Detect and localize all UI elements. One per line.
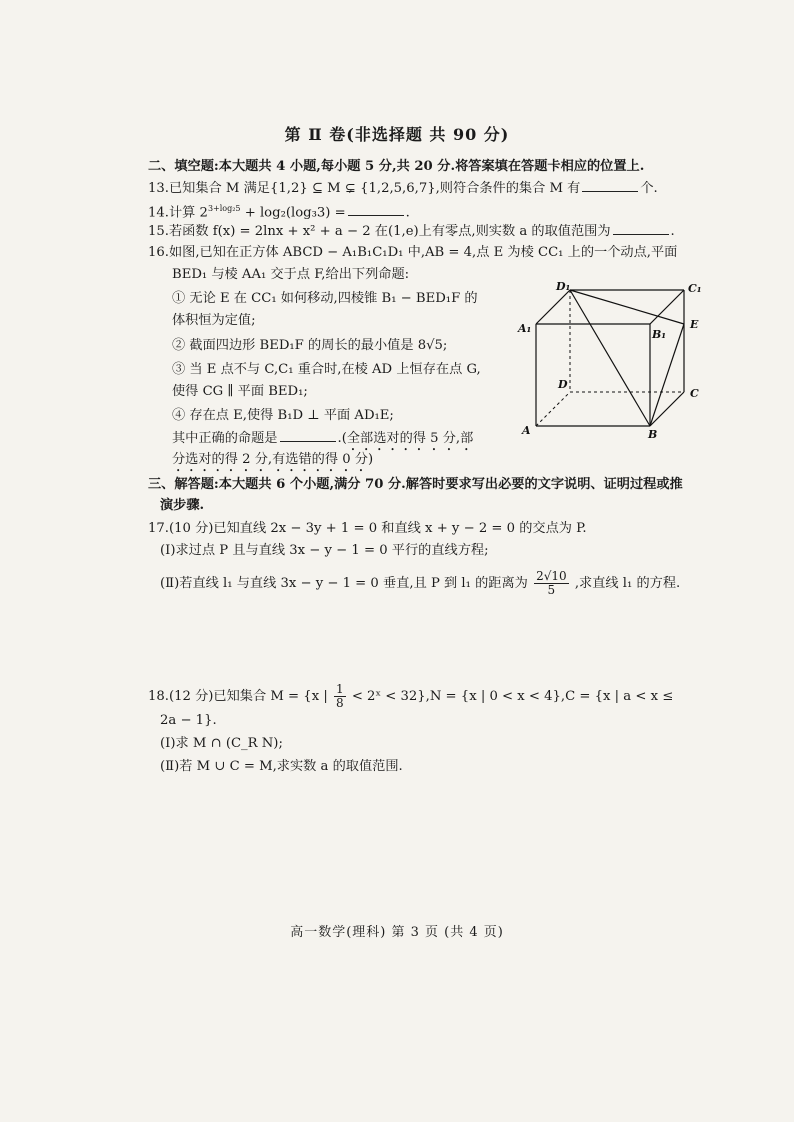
q13-answer-blank: [582, 179, 638, 192]
q17-part-1: (Ⅰ)求过点 P 且与直线 3x − y − 1 = 0 平行的直线方程;: [160, 543, 489, 558]
label-B: B: [648, 428, 658, 440]
q18-fraction-denominator: 8: [335, 696, 344, 710]
q16-scoring-note: .(全部选对的得 5 分,部: [337, 431, 474, 446]
label-A: A: [522, 424, 531, 437]
q18-stem-2: 2a − 1}.: [160, 713, 217, 728]
q16-line-1: 16.如图,已知在正方体 ABCD − A₁B₁C₁D₁ 中,AB = 4,点 E 为棱 CC₁ 上的一个动点,平面: [148, 245, 678, 260]
q15-tail: .: [670, 224, 675, 239]
q17-fraction-numerator: 2√10: [536, 569, 567, 583]
section3-heading-2: 演步骤.: [160, 498, 205, 513]
q15-answer-blank: [613, 222, 669, 235]
question-15: [148, 222, 675, 241]
q17-distance-fraction: [534, 570, 569, 597]
q16-proposition-3b: 使得 CG ∥ 平面 BED₁;: [172, 384, 308, 399]
label-C: C: [690, 387, 699, 400]
label-D1: D₁: [556, 280, 571, 293]
q18-fraction: [334, 683, 346, 710]
label-D: D: [558, 378, 568, 391]
q18-part-2: (Ⅱ)若 M ∪ C = M,求实数 a 的取值范围.: [160, 759, 403, 774]
cube-figure: [512, 280, 712, 440]
q16-scoring-note-2: 分选对的得 2 分,有选错的得 0 分): [172, 452, 374, 467]
q18-stem: [148, 683, 673, 710]
q14-expression: + log₂(log₃3) =: [240, 205, 346, 221]
page-title: 第 Ⅱ 卷(非选择题 共 90 分): [284, 125, 510, 144]
q15-text: 15.若函数 f(x) = 2lnx + x² + a − 2 在(1,e)上有零点,则实数 a 的取值范围为: [148, 224, 611, 239]
q14-tail: .: [405, 205, 410, 221]
q16-proposition-1a: ① 无论 E 在 CC₁ 如何移动,四棱锥 B₁ − BED₁F 的: [172, 291, 478, 306]
q14-answer-blank: [348, 203, 404, 216]
q16-line-2: BED₁ 与棱 AA₁ 交于点 F,给出下列命题:: [172, 267, 410, 282]
q17-part-2: [160, 570, 680, 597]
q16-proposition-2: ② 截面四边形 BED₁F 的周长的最小值是 8√5;: [172, 338, 448, 353]
q14-exponent: 3+log₂5: [207, 204, 241, 213]
label-C1: C₁: [688, 282, 702, 295]
q13-text: 13.已知集合 M 满足{1,2} ⊆ M ⊊ {1,2,5,6,7},则符合条件的集合 M 有: [148, 181, 581, 196]
q18-fraction-numerator: 1: [335, 682, 344, 696]
q17-part-2-tail: ,求直线 l₁ 的方程.: [574, 576, 681, 591]
q13-tail: 个.: [640, 181, 658, 196]
question-14: [148, 200, 410, 222]
q17-part-2-text: (Ⅱ)若直线 l₁ 与直线 3x − y − 1 = 0 垂直,且 P 到 l₁ 的距离为: [160, 576, 528, 591]
edge-A1D1: [536, 290, 570, 324]
label-B1: B₁: [652, 328, 667, 341]
section2-heading: 二、填空题:本大题共 4 小题,每小题 5 分,共 20 分.将答案填在答题卡相应的位置上.: [148, 159, 645, 174]
q16-answer-label: 其中正确的命题是: [172, 431, 278, 446]
q14-text: 14.计算 2: [148, 205, 208, 221]
hidden-edge-AD: [536, 392, 570, 426]
section3-heading-1: 三、解答题:本大题共 6 个小题,满分 70 分.解答时要求写出必要的文字说明、证明过程或推: [148, 477, 683, 492]
page-footer: 高一数学(理科) 第 3 页 (共 4 页): [290, 925, 504, 940]
label-A1: A₁: [518, 322, 532, 335]
q17-stem: 17.(10 分)已知直线 2x − 3y + 1 = 0 和直线 x + y − 2 = 0 的交点为 P.: [148, 521, 587, 536]
q16-proposition-3a: ③ 当 E 点不与 C,C₁ 重合时,在棱 AD 上恒存在点 G,: [172, 362, 481, 377]
q18-sets: < 2ˣ < 32},N = {x | 0 < x < 4},C = {x | a < x ≤: [351, 689, 674, 704]
q18-text: 18.(12 分)已知集合 M = {x |: [148, 689, 328, 704]
q16-answer-blank: [280, 429, 336, 442]
q18-part-1: (Ⅰ)求 M ∩ (C_R N);: [160, 736, 283, 751]
question-13: [148, 179, 658, 198]
q16-proposition-4: ④ 存在点 E,使得 B₁D ⊥ 平面 AD₁E;: [172, 408, 394, 423]
q16-proposition-1b: 体积恒为定值;: [172, 313, 256, 328]
label-E: E: [690, 318, 699, 331]
q17-fraction-denominator: 5: [547, 583, 556, 597]
